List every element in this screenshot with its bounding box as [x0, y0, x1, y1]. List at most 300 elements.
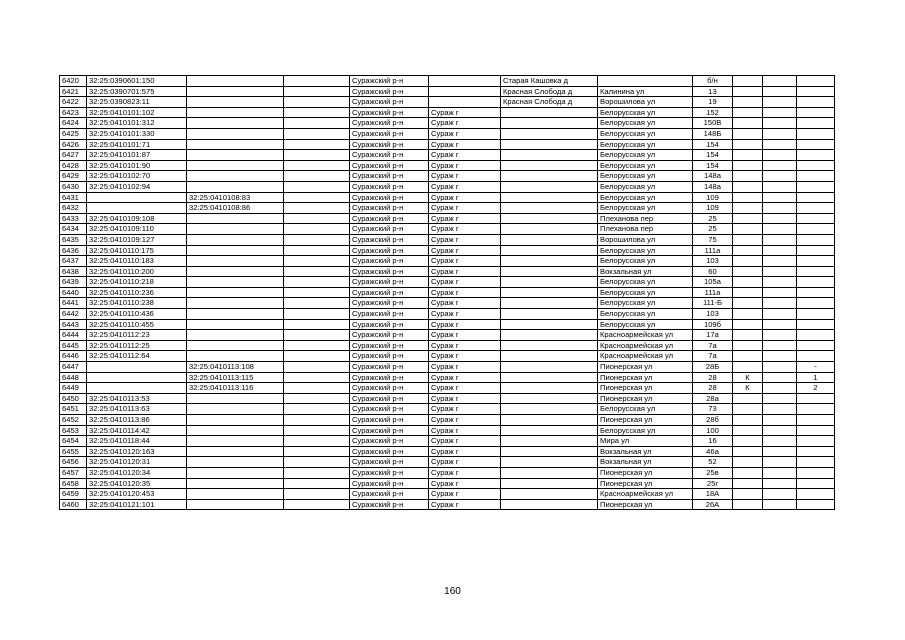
street-cell: Ворошилова ул: [598, 97, 693, 108]
settlement-cell: [501, 213, 598, 224]
building-cadastral-number: [187, 489, 284, 500]
house-number-cell: 103: [693, 309, 733, 320]
settlement-cell: [501, 128, 598, 139]
cadastral-number: 32:25:0410101:102: [87, 107, 187, 118]
table-row: [60, 224, 835, 235]
street-cell: Белорусская ул: [598, 181, 693, 192]
building-cadastral-number: [187, 107, 284, 118]
empty-cell: [284, 287, 350, 298]
district-cell: Суражский р-н: [350, 319, 429, 330]
row-number: 6435: [60, 234, 87, 245]
district-cell: Суражский р-н: [350, 425, 429, 436]
building-letter-cell: [733, 467, 763, 478]
house-number-cell: 28: [693, 372, 733, 383]
cadastral-number: 32:25:0410110:236: [87, 287, 187, 298]
blank-cell: [763, 415, 797, 426]
building-letter-cell: [733, 128, 763, 139]
empty-cell: [284, 97, 350, 108]
blank-cell: [763, 319, 797, 330]
street-cell: Белорусская ул: [598, 150, 693, 161]
apartment-cell: [797, 266, 835, 277]
city-cell: [429, 97, 501, 108]
apartment-cell: [797, 467, 835, 478]
empty-cell: [284, 203, 350, 214]
house-number-cell: 111а: [693, 287, 733, 298]
building-cadastral-number: [187, 309, 284, 320]
table-row: [60, 330, 835, 341]
district-cell: Суражский р-н: [350, 107, 429, 118]
street-cell: Красноармейская ул: [598, 340, 693, 351]
house-number-cell: 60: [693, 266, 733, 277]
blank-cell: [763, 436, 797, 447]
settlement-cell: [501, 139, 598, 150]
row-number: 6454: [60, 436, 87, 447]
building-letter-cell: К: [733, 372, 763, 383]
cadastral-number: 32:25:0410110:436: [87, 309, 187, 320]
street-cell: Белорусская ул: [598, 277, 693, 288]
house-number-cell: 109: [693, 192, 733, 203]
blank-cell: [763, 309, 797, 320]
settlement-cell: [501, 160, 598, 171]
city-cell: Сураж г: [429, 160, 501, 171]
settlement-cell: [501, 489, 598, 500]
table-row: [60, 499, 835, 510]
row-number: 6431: [60, 192, 87, 203]
house-number-cell: 25в: [693, 467, 733, 478]
building-letter-cell: [733, 171, 763, 182]
settlement-cell: [501, 425, 598, 436]
building-letter-cell: [733, 478, 763, 489]
cadastral-number: [87, 203, 187, 214]
building-cadastral-number: [187, 150, 284, 161]
blank-cell: [763, 245, 797, 256]
city-cell: Сураж г: [429, 351, 501, 362]
blank-cell: [763, 351, 797, 362]
table-row: [60, 139, 835, 150]
city-cell: Сураж г: [429, 234, 501, 245]
city-cell: Сураж г: [429, 298, 501, 309]
building-letter-cell: [733, 499, 763, 510]
street-cell: Белорусская ул: [598, 203, 693, 214]
cadastral-number: 32:25:0410110:238: [87, 298, 187, 309]
apartment-cell: [797, 181, 835, 192]
row-number: 6455: [60, 446, 87, 457]
district-cell: Суражский р-н: [350, 489, 429, 500]
row-number: 6453: [60, 425, 87, 436]
settlement-cell: [501, 457, 598, 468]
cadastral-number: 32:25:0410101:71: [87, 139, 187, 150]
apartment-cell: [797, 478, 835, 489]
settlement-cell: Старая Кашовка д: [501, 76, 598, 87]
table-row: [60, 266, 835, 277]
empty-cell: [284, 489, 350, 500]
table-row: [60, 425, 835, 436]
blank-cell: [763, 362, 797, 373]
house-number-cell: 28: [693, 383, 733, 394]
settlement-cell: [501, 192, 598, 203]
street-cell: Пионерская ул: [598, 415, 693, 426]
house-number-cell: 7а: [693, 340, 733, 351]
city-cell: Сураж г: [429, 139, 501, 150]
row-number: 6439: [60, 277, 87, 288]
building-letter-cell: [733, 160, 763, 171]
street-cell: Пионерская ул: [598, 478, 693, 489]
table-row: [60, 446, 835, 457]
blank-cell: [763, 86, 797, 97]
building-letter-cell: [733, 446, 763, 457]
house-number-cell: 52: [693, 457, 733, 468]
apartment-cell: [797, 203, 835, 214]
blank-cell: [763, 446, 797, 457]
settlement-cell: [501, 181, 598, 192]
row-number: 6442: [60, 309, 87, 320]
house-number-cell: 13: [693, 86, 733, 97]
cadastral-number: 32:25:0410113:86: [87, 415, 187, 426]
cadastral-number: 32:25:0410112:25: [87, 340, 187, 351]
district-cell: Суражский р-н: [350, 86, 429, 97]
apartment-cell: [797, 171, 835, 182]
apartment-cell: [797, 499, 835, 510]
empty-cell: [284, 319, 350, 330]
street-cell: Ворошилова ул: [598, 234, 693, 245]
cadastral-number: 32:25:0410110:455: [87, 319, 187, 330]
row-number: 6457: [60, 467, 87, 478]
row-number: 6430: [60, 181, 87, 192]
apartment-cell: [797, 436, 835, 447]
street-cell: Белорусская ул: [598, 107, 693, 118]
settlement-cell: [501, 118, 598, 129]
house-number-cell: 75: [693, 234, 733, 245]
row-number: 6423: [60, 107, 87, 118]
blank-cell: [763, 97, 797, 108]
street-cell: Белорусская ул: [598, 160, 693, 171]
house-number-cell: 28Б: [693, 362, 733, 373]
settlement-cell: [501, 224, 598, 235]
building-letter-cell: [733, 287, 763, 298]
blank-cell: [763, 118, 797, 129]
blank-cell: [763, 467, 797, 478]
house-number-cell: 109: [693, 203, 733, 214]
settlement-cell: [501, 266, 598, 277]
row-number: 6452: [60, 415, 87, 426]
apartment-cell: [797, 245, 835, 256]
building-letter-cell: [733, 234, 763, 245]
building-cadastral-number: [187, 351, 284, 362]
house-number-cell: 154: [693, 139, 733, 150]
table-row: [60, 436, 835, 447]
row-number: 6422: [60, 97, 87, 108]
blank-cell: [763, 404, 797, 415]
house-number-cell: 111-Б: [693, 298, 733, 309]
city-cell: Сураж г: [429, 319, 501, 330]
settlement-cell: [501, 287, 598, 298]
apartment-cell: [797, 234, 835, 245]
street-cell: Пионерская ул: [598, 499, 693, 510]
district-cell: Суражский р-н: [350, 446, 429, 457]
empty-cell: [284, 181, 350, 192]
cadastral-number: 32:25:0410112:23: [87, 330, 187, 341]
blank-cell: [763, 478, 797, 489]
building-letter-cell: [733, 393, 763, 404]
building-letter-cell: [733, 86, 763, 97]
table-row: [60, 383, 835, 394]
district-cell: Суражский р-н: [350, 383, 429, 394]
district-cell: Суражский р-н: [350, 457, 429, 468]
house-number-cell: 26А: [693, 499, 733, 510]
street-cell: Белорусская ул: [598, 118, 693, 129]
street-cell: Красноармейская ул: [598, 351, 693, 362]
settlement-cell: [501, 245, 598, 256]
cadastral-number: 32:25:0410109:127: [87, 234, 187, 245]
building-cadastral-number: [187, 404, 284, 415]
empty-cell: [284, 499, 350, 510]
apartment-cell: [797, 213, 835, 224]
table-row: [60, 309, 835, 320]
house-number-cell: 46а: [693, 446, 733, 457]
apartment-cell: [797, 277, 835, 288]
cadastral-number: [87, 362, 187, 373]
empty-cell: [284, 118, 350, 129]
district-cell: Суражский р-н: [350, 181, 429, 192]
street-cell: Белорусская ул: [598, 171, 693, 182]
building-cadastral-number: 32:25:0410113:116: [187, 383, 284, 394]
city-cell: Сураж г: [429, 340, 501, 351]
cadastral-number: 32:25:0410120:35: [87, 478, 187, 489]
apartment-cell: [797, 192, 835, 203]
district-cell: Суражский р-н: [350, 245, 429, 256]
house-number-cell: 25: [693, 224, 733, 235]
table-row: [60, 415, 835, 426]
building-letter-cell: [733, 76, 763, 87]
building-cadastral-number: [187, 256, 284, 267]
row-number: 6460: [60, 499, 87, 510]
house-number-cell: 109б: [693, 319, 733, 330]
table-row: [60, 256, 835, 267]
row-number: 6458: [60, 478, 87, 489]
empty-cell: [284, 245, 350, 256]
table-row: [60, 171, 835, 182]
blank-cell: [763, 340, 797, 351]
street-cell: Белорусская ул: [598, 298, 693, 309]
street-cell: Белорусская ул: [598, 256, 693, 267]
house-number-cell: 148а: [693, 171, 733, 182]
apartment-cell: [797, 351, 835, 362]
apartment-cell: [797, 76, 835, 87]
settlement-cell: [501, 340, 598, 351]
empty-cell: [284, 256, 350, 267]
street-cell: [598, 76, 693, 87]
city-cell: Сураж г: [429, 256, 501, 267]
cadastral-number: 32:25:0410121:101: [87, 499, 187, 510]
city-cell: Сураж г: [429, 309, 501, 320]
street-cell: Мира ул: [598, 436, 693, 447]
building-cadastral-number: [187, 415, 284, 426]
table-row: [60, 107, 835, 118]
cadastral-number: [87, 372, 187, 383]
city-cell: Сураж г: [429, 181, 501, 192]
city-cell: Сураж г: [429, 287, 501, 298]
blank-cell: [763, 192, 797, 203]
apartment-cell: [797, 446, 835, 457]
building-cadastral-number: [187, 128, 284, 139]
city-cell: Сураж г: [429, 203, 501, 214]
empty-cell: [284, 383, 350, 394]
apartment-cell: [797, 107, 835, 118]
district-cell: Суражский р-н: [350, 128, 429, 139]
city-cell: Сураж г: [429, 245, 501, 256]
blank-cell: [763, 107, 797, 118]
city-cell: Сураж г: [429, 415, 501, 426]
building-cadastral-number: [187, 298, 284, 309]
street-cell: Белорусская ул: [598, 192, 693, 203]
building-letter-cell: [733, 192, 763, 203]
building-cadastral-number: [187, 478, 284, 489]
district-cell: Суражский р-н: [350, 372, 429, 383]
building-letter-cell: [733, 351, 763, 362]
blank-cell: [763, 213, 797, 224]
street-cell: Пионерская ул: [598, 362, 693, 373]
row-number: 6424: [60, 118, 87, 129]
apartment-cell: [797, 139, 835, 150]
settlement-cell: [501, 234, 598, 245]
district-cell: Суражский р-н: [350, 287, 429, 298]
empty-cell: [284, 234, 350, 245]
building-cadastral-number: [187, 425, 284, 436]
apartment-cell: [797, 118, 835, 129]
cadastral-number: 32:25:0410101:312: [87, 118, 187, 129]
settlement-cell: [501, 446, 598, 457]
empty-cell: [284, 372, 350, 383]
street-cell: Калинина ул: [598, 86, 693, 97]
empty-cell: [284, 467, 350, 478]
table-row: [60, 150, 835, 161]
blank-cell: [763, 298, 797, 309]
street-cell: Плеханова пер: [598, 213, 693, 224]
settlement-cell: [501, 309, 598, 320]
cadastral-number: 32:25:0410110:183: [87, 256, 187, 267]
building-cadastral-number: 32:25:0410108:86: [187, 203, 284, 214]
house-number-cell: 25: [693, 213, 733, 224]
city-cell: Сураж г: [429, 467, 501, 478]
settlement-cell: [501, 107, 598, 118]
city-cell: Сураж г: [429, 457, 501, 468]
street-cell: Белорусская ул: [598, 404, 693, 415]
district-cell: Суражский р-н: [350, 76, 429, 87]
blank-cell: [763, 372, 797, 383]
empty-cell: [284, 415, 350, 426]
settlement-cell: [501, 171, 598, 182]
building-cadastral-number: [187, 319, 284, 330]
house-number-cell: 17а: [693, 330, 733, 341]
street-cell: Красноармейская ул: [598, 330, 693, 341]
settlement-cell: [501, 203, 598, 214]
cadastral-number: 32:25:0410114:42: [87, 425, 187, 436]
table-row: [60, 245, 835, 256]
apartment-cell: [797, 150, 835, 161]
row-number: 6440: [60, 287, 87, 298]
blank-cell: [763, 266, 797, 277]
row-number: 6437: [60, 256, 87, 267]
district-cell: Суражский р-н: [350, 415, 429, 426]
building-letter-cell: К: [733, 383, 763, 394]
building-cadastral-number: 32:25:0410113:108: [187, 362, 284, 373]
building-cadastral-number: [187, 457, 284, 468]
city-cell: Сураж г: [429, 224, 501, 235]
apartment-cell: [797, 287, 835, 298]
city-cell: Сураж г: [429, 150, 501, 161]
city-cell: Сураж г: [429, 266, 501, 277]
street-cell: Пионерская ул: [598, 467, 693, 478]
building-letter-cell: [733, 224, 763, 235]
city-cell: Сураж г: [429, 383, 501, 394]
empty-cell: [284, 76, 350, 87]
cadastral-number: 32:25:0410110:200: [87, 266, 187, 277]
house-number-cell: 18А: [693, 489, 733, 500]
apartment-cell: [797, 489, 835, 500]
blank-cell: [763, 181, 797, 192]
city-cell: Сураж г: [429, 446, 501, 457]
empty-cell: [284, 192, 350, 203]
settlement-cell: [501, 277, 598, 288]
empty-cell: [284, 362, 350, 373]
building-letter-cell: [733, 309, 763, 320]
street-cell: Белорусская ул: [598, 287, 693, 298]
blank-cell: [763, 234, 797, 245]
settlement-cell: [501, 319, 598, 330]
blank-cell: [763, 256, 797, 267]
building-cadastral-number: [187, 97, 284, 108]
cadastral-number: 32:25:0410113:53: [87, 393, 187, 404]
house-number-cell: 103: [693, 256, 733, 267]
building-cadastral-number: [187, 86, 284, 97]
blank-cell: [763, 139, 797, 150]
building-letter-cell: [733, 256, 763, 267]
empty-cell: [284, 128, 350, 139]
cadastral-number: 32:25:0390701:575: [87, 86, 187, 97]
row-number: 6449: [60, 383, 87, 394]
settlement-cell: [501, 404, 598, 415]
settlement-cell: [501, 330, 598, 341]
building-letter-cell: [733, 425, 763, 436]
city-cell: Сураж г: [429, 118, 501, 129]
building-letter-cell: [733, 203, 763, 214]
street-cell: Вокзальная ул: [598, 266, 693, 277]
settlement-cell: [501, 499, 598, 510]
table-row: [60, 128, 835, 139]
district-cell: Суражский р-н: [350, 499, 429, 510]
cadastral-number: 32:25:0410109:110: [87, 224, 187, 235]
blank-cell: [763, 287, 797, 298]
city-cell: Сураж г: [429, 128, 501, 139]
row-number: 6438: [60, 266, 87, 277]
district-cell: Суражский р-н: [350, 97, 429, 108]
district-cell: Суражский р-н: [350, 309, 429, 320]
cadastral-number: 32:25:0410113:63: [87, 404, 187, 415]
table-row: [60, 298, 835, 309]
district-cell: Суражский р-н: [350, 478, 429, 489]
city-cell: Сураж г: [429, 436, 501, 447]
table-row: [60, 404, 835, 415]
cadastral-number: 32:25:0410118:44: [87, 436, 187, 447]
empty-cell: [284, 160, 350, 171]
city-cell: Сураж г: [429, 213, 501, 224]
page-number: 160: [444, 586, 461, 597]
blank-cell: [763, 489, 797, 500]
city-cell: Сураж г: [429, 277, 501, 288]
district-cell: Суражский р-н: [350, 362, 429, 373]
empty-cell: [284, 213, 350, 224]
table-row: [60, 478, 835, 489]
